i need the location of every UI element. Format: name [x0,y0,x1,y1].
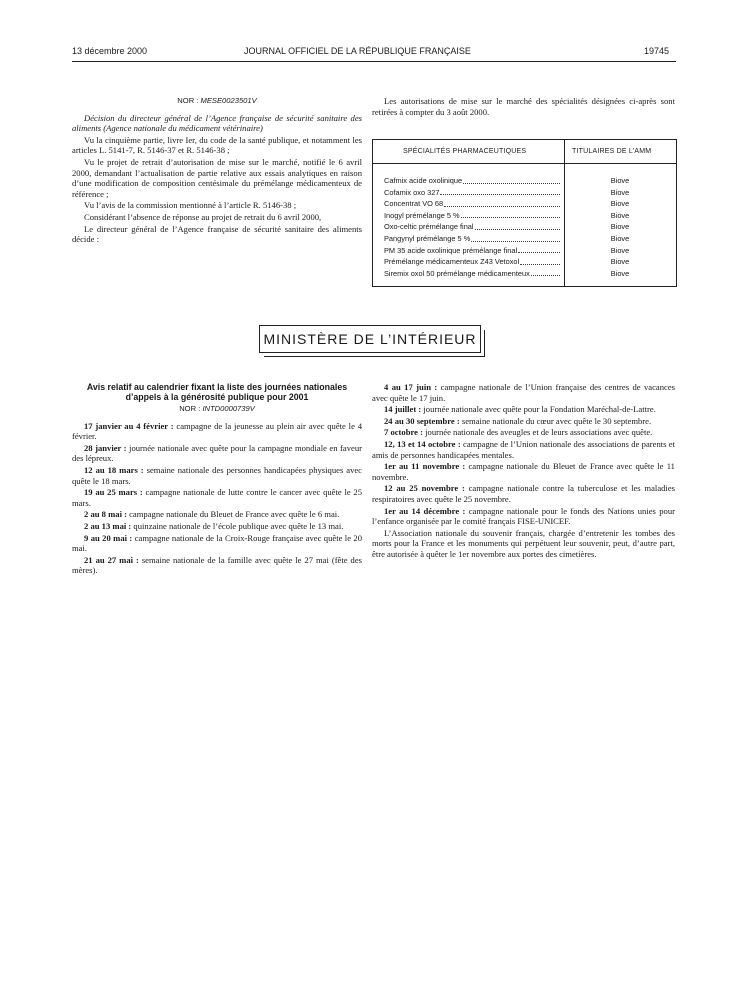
table-cell-holder: Biove [610,268,630,278]
avis-left-column [72,382,362,577]
table-row: Prémélange médicamenteux Z43 Vetoxol [384,256,561,268]
decision-paragraph: Vu l’avis de la commission mentionné à l’article R. 5146-38 ; [84,200,297,211]
avis-title: Avis relatif au calendrier fixant la liste des journées nationales d’appels à la générosité publique pour 2001 [86,382,348,402]
decision-paragraph: Considérant l’absence de réponse au projet de retrait du 6 avril 2000, [84,211,322,222]
table-row: Cafmix acide oxolinique [384,175,561,187]
avis-right-column [372,382,675,561]
header-date: 13 décembre 2000 [72,46,148,56]
table-row: Siremix oxol 50 prémélange médicamenteux [384,268,561,280]
table-cell-holder: Biove [610,210,630,220]
avis-entry: 2 au 8 mai : campagne nationale du Bleuet de France avec quête le 6 mai. [84,509,340,520]
table-cell-holder: Biove [610,222,630,232]
table-row: Oxo-celtic prémélange final [384,221,561,233]
avis-entry: 12 au 18 mars : semaine nationale des personnes handicapées physiques avec quête le 18 mars. [72,464,362,486]
avis-entry: 1er au 14 décembre : campagne nationale pour le fonds des Nations unies pour l’enfance organisée par le comité français FISE-UNICEF. [372,505,675,527]
table-header-titulaires: TITULAIRES DE L’AMM [572,148,652,155]
table-cell-holder: Biove [610,245,630,255]
table-cell-holder: Biove [610,199,630,209]
decision-nor: NOR : MESE0023501V [177,96,257,105]
table-cell-holder: Biove [610,176,630,185]
decision-paragraph: Le directeur général de l’Agence française de sécurité sanitaire des aliments décide : [72,223,362,245]
decision-nor-code: MESE0023501V [200,96,257,105]
avis-entry: 21 au 27 mai : semaine nationale de la famille avec quête le 27 mai (fête des mères). [72,554,362,576]
avis-entry: 1er au 11 novembre : campagne nationale du Bleuet de France avec quête le 11 novembre. [372,461,675,482]
table-holders [565,175,675,279]
avis-nor: NOR : INTD0000739V [179,404,255,413]
page-number: 19745 [644,46,670,56]
table-names [384,175,561,279]
avis-entry: 14 juillet : journée nationale avec quête pour la Fondation Maréchal-de-Lattre. [384,404,656,415]
banner-shadow [264,330,485,357]
avis-entry: 12, 13 et 14 octobre : campagne de l’Union nationale des associations de parents et amis de personnes handicapées mentales. [372,438,676,460]
specialites-table [372,139,677,287]
table-cell-holder: Biove [610,233,630,243]
ministry-banner [259,325,481,353]
avis-closing: L’Association nationale du souvenir français, chargée d’entretenir les tombes des morts pour la France et les monuments qui perpétuent leur souvenir, peut, d’autre part, être autorisée à quêter le 1er novembre aux portes des cimetières. [372,527,675,559]
avis-entry: 17 janvier au 4 février : campagne de la jeunesse au plein air avec quête le 4 février. [72,420,362,442]
avis-entry: 28 janvier : journée nationale avec quête pour la campagne mondiale en faveur des lépreux. [72,442,362,464]
avis-entry: 4 au 17 juin : campagne nationale de l’Union française des centres de vacances avec quête le 17 juin. [372,382,675,403]
header-rule [72,61,676,62]
table-row: PM 35 acide oxolinique prémélange final [384,245,561,257]
decision-title: Décision du directeur général de l’Agence française de sécurité sanitaire des aliments (Agence nationale du médicament vétérinaire) [72,112,362,134]
table-row: Inogyl prémélange 5 % [384,210,561,222]
table-cell-holder: Biove [610,257,630,267]
avis-entry: 12 au 25 novembre : campagne nationale contre la tuberculose et les maladies respiratoires avec quête le 25 novembre. [372,483,675,504]
table-header-specialites: SPÉCIALITÉS PHARMACEUTIQUES [403,148,527,155]
avis-entry: 7 octobre : journée nationale des aveugles et de leurs associations avec quête. [384,427,653,438]
journal-title: JOURNAL OFFICIEL DE LA RÉPUBLIQUE FRANÇAISE [244,46,471,56]
decision-right-column [372,96,675,118]
ministry-title: MINISTÈRE DE L’INTÉRIEUR [263,331,477,347]
avis-entry: 9 au 20 mai : campagne nationale de la Croix-Rouge française avec quête le 20 mai. [72,532,363,554]
table-row: Pangynyl prémélange 5 % [384,233,561,245]
avis-nor-code: INTD0000739V [202,404,255,413]
decision-intro: Les autorisations de mise sur le marché des spécialités désignées ci-après sont retirées à compter du 3 août 2000. [372,96,675,117]
avis-entry: 2 au 13 mai : quinzaine nationale de l’école publique avec quête le 13 mai. [84,520,344,531]
table-row: Concentrat VO 68 [384,198,561,210]
decision-left-column [72,96,362,246]
table-cell-holder: Biove [610,187,630,197]
decision-paragraph: Vu la cinquième partie, livre Ier, du code de la santé publique, et notamment les articles L. 5141-7, R. 5146-37 et R. 5146-38 ; [72,134,362,156]
table-header-rule [373,163,676,164]
decision-paragraph: Vu le projet de retrait d’autorisation de mise sur le marché, notifié le 6 avril 2000, demandant l’actualisation de partie relative aux essais analytiques en raison d’une modification de composition centésimale du prémélange médicamenteux de référence ; [72,156,362,199]
table-row: Cofamix oxo 327 [384,187,561,199]
avis-entry: 24 au 30 septembre : semaine nationale du cœur avec quête le 30 septembre. [384,415,652,426]
avis-entry: 19 au 25 mars : campagne nationale de lutte contre le cancer avec quête le 25 mars. [72,487,362,508]
